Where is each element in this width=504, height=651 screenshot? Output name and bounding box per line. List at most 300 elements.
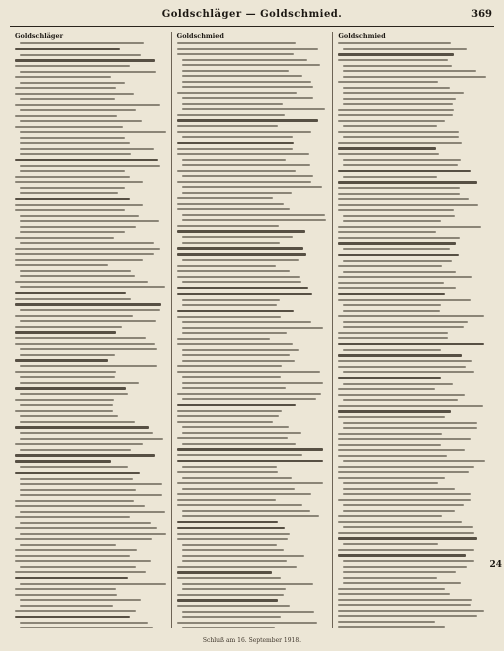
entry-text-line xyxy=(15,76,111,78)
entry-text-line xyxy=(20,376,115,378)
column-entry-lines xyxy=(338,42,489,628)
entry-text-line xyxy=(338,265,442,267)
entry-text-line xyxy=(338,287,456,289)
entry-text-line xyxy=(177,316,281,318)
entry-text-line xyxy=(182,426,289,428)
entry-text-line xyxy=(15,460,111,463)
entry-text-line xyxy=(177,265,276,267)
entry-text-line xyxy=(20,449,131,451)
entry-text-line xyxy=(20,54,141,56)
column-entry-lines xyxy=(15,42,166,628)
entry-text-line xyxy=(20,242,154,244)
entry-text-line xyxy=(182,219,327,221)
entry-text-line xyxy=(343,159,461,161)
entry-text-line xyxy=(343,103,453,105)
entry-text-line xyxy=(343,271,456,273)
entry-text-line xyxy=(182,59,307,61)
entry-text-line xyxy=(338,131,459,133)
entry-text-line xyxy=(182,515,319,517)
entry-text-line xyxy=(177,181,311,183)
entry-text-line xyxy=(182,164,310,166)
entry-text-line xyxy=(338,42,451,44)
entry-text-line xyxy=(182,360,295,362)
entry-text-line xyxy=(20,489,136,491)
entry-text-line xyxy=(20,231,125,233)
entry-text-line xyxy=(338,499,471,501)
entry-text-line xyxy=(343,321,468,323)
entry-text-line xyxy=(343,98,456,100)
entry-text-line xyxy=(338,477,445,479)
entry-text-line xyxy=(338,59,448,61)
entry-text-line xyxy=(182,510,310,512)
entry-text-line xyxy=(20,286,165,288)
entry-text-line xyxy=(15,387,126,390)
entry-text-line xyxy=(177,365,282,367)
entry-text-line xyxy=(338,554,466,557)
entry-text-line xyxy=(15,281,148,283)
entry-text-line xyxy=(15,181,143,183)
entry-text-line xyxy=(338,449,465,451)
entry-text-line xyxy=(182,349,300,351)
entry-text-line xyxy=(182,327,324,329)
entry-text-line xyxy=(182,214,325,216)
entry-text-line xyxy=(338,204,478,206)
entry-text-line xyxy=(15,87,116,89)
entry-text-line xyxy=(182,86,313,88)
entry-text-line xyxy=(20,109,136,111)
entry-text-line xyxy=(177,533,290,535)
entry-text-line xyxy=(15,198,130,201)
entry-text-line xyxy=(20,404,113,406)
entry-text-line xyxy=(343,304,441,306)
entry-text-line xyxy=(343,176,436,178)
entry-text-line xyxy=(338,231,436,233)
entry-text-line xyxy=(338,299,471,301)
entry-text-line xyxy=(182,192,292,194)
entry-text-line xyxy=(343,482,438,484)
entry-text-line xyxy=(20,275,135,277)
entry-text-line xyxy=(182,64,321,66)
entry-text-line xyxy=(20,226,136,228)
entry-text-line xyxy=(20,120,142,122)
entry-text-line xyxy=(20,432,153,434)
entry-text-line xyxy=(177,437,288,439)
entry-text-line xyxy=(15,248,160,250)
entry-text-line xyxy=(20,71,156,73)
entry-text-line xyxy=(338,343,484,346)
entry-text-line xyxy=(338,388,434,390)
entry-text-line xyxy=(338,599,472,601)
entry-text-line xyxy=(182,236,293,238)
directory-column-2 xyxy=(171,32,333,628)
entry-text-line xyxy=(338,142,462,144)
entry-text-line xyxy=(343,504,464,506)
entry-text-line xyxy=(338,276,472,278)
entry-text-line xyxy=(177,622,317,624)
entry-text-line xyxy=(182,175,313,177)
entry-text-line xyxy=(343,422,477,424)
entry-text-line xyxy=(15,610,136,612)
entry-text-line xyxy=(20,320,156,322)
entry-text-line xyxy=(15,343,155,345)
entry-text-line xyxy=(338,109,454,111)
entry-text-line xyxy=(177,276,301,278)
entry-text-line xyxy=(177,170,296,172)
entry-text-line xyxy=(20,42,144,44)
entry-text-line xyxy=(177,538,288,540)
entry-text-line xyxy=(15,399,114,401)
entry-text-line xyxy=(343,65,451,67)
entry-text-line xyxy=(182,382,324,384)
entry-text-line xyxy=(182,299,280,301)
entry-text-line xyxy=(20,627,153,628)
entry-text-line xyxy=(343,215,454,217)
entry-text-line xyxy=(177,448,323,451)
entry-text-line xyxy=(182,588,286,590)
entry-text-line xyxy=(338,549,474,551)
entry-text-line xyxy=(177,471,278,473)
entry-text-line xyxy=(338,377,440,380)
entry-text-line xyxy=(177,225,279,227)
entry-text-line xyxy=(177,119,319,122)
entry-text-line xyxy=(177,415,279,417)
entry-text-line xyxy=(177,594,284,596)
entry-text-line xyxy=(177,42,296,44)
entry-text-line xyxy=(343,526,473,528)
entry-text-line xyxy=(15,259,143,261)
entry-text-line xyxy=(20,131,166,133)
entry-text-line xyxy=(343,460,485,462)
entry-text-line xyxy=(177,571,272,574)
entry-text-line xyxy=(343,220,441,222)
entry-text-line xyxy=(182,354,290,356)
entry-text-line xyxy=(20,421,135,423)
entry-text-line xyxy=(182,75,303,77)
entry-text-line xyxy=(338,81,437,83)
entry-text-line xyxy=(15,560,151,562)
entry-text-line xyxy=(15,616,130,619)
column-heading: Goldschläger xyxy=(15,32,64,40)
entry-text-line xyxy=(338,532,474,534)
entry-text-line xyxy=(15,516,130,518)
entry-text-line xyxy=(338,366,466,368)
entry-text-line xyxy=(338,153,439,155)
entry-text-line xyxy=(343,399,458,401)
entry-text-line xyxy=(343,488,454,490)
entry-text-line xyxy=(182,544,277,546)
entry-text-line xyxy=(20,309,160,311)
entry-text-line xyxy=(338,466,474,468)
entry-text-line xyxy=(182,376,281,378)
entry-text-line xyxy=(177,404,296,407)
entry-text-line xyxy=(15,59,155,62)
entry-text-line xyxy=(338,394,465,396)
entry-text-line xyxy=(15,303,161,306)
entry-text-line xyxy=(177,53,295,55)
entry-text-line xyxy=(20,187,125,189)
entry-text-line xyxy=(20,438,163,440)
page-footer: Schluß am 16. September 1918. xyxy=(202,637,302,644)
entry-text-line xyxy=(20,494,162,496)
entry-text-line xyxy=(177,92,298,94)
entry-text-line xyxy=(343,136,459,138)
entry-text-line xyxy=(177,605,290,607)
entry-text-line xyxy=(177,599,278,602)
entry-text-line xyxy=(338,521,462,523)
entry-text-line xyxy=(15,588,116,590)
entry-text-line xyxy=(338,53,454,56)
directory-columns xyxy=(10,32,494,628)
entry-text-line xyxy=(177,270,290,272)
entry-text-line xyxy=(343,76,486,78)
entry-text-line xyxy=(343,349,441,351)
entry-text-line xyxy=(15,159,158,162)
entry-text-line xyxy=(15,264,108,266)
entry-text-line xyxy=(182,281,301,283)
entry-text-line xyxy=(338,237,460,239)
entry-text-line xyxy=(15,331,116,334)
entry-text-line xyxy=(177,293,313,296)
entry-text-line xyxy=(15,209,125,211)
entry-text-line xyxy=(15,571,146,573)
entry-text-line xyxy=(338,293,445,296)
entry-text-line xyxy=(338,537,477,540)
entry-text-line xyxy=(182,108,325,110)
entry-text-line xyxy=(177,504,302,506)
entry-text-line xyxy=(177,142,295,145)
entry-text-line xyxy=(343,310,439,312)
entry-text-line xyxy=(343,493,471,495)
entry-text-line xyxy=(343,260,451,262)
entry-text-line xyxy=(182,560,287,562)
entry-text-line xyxy=(338,410,451,413)
entry-text-line xyxy=(182,304,277,306)
entry-text-line xyxy=(182,332,287,334)
entry-text-line xyxy=(15,443,143,445)
entry-text-line xyxy=(338,354,462,357)
signature-mark: 24 xyxy=(489,560,502,570)
entry-text-line xyxy=(182,186,322,188)
entry-text-line xyxy=(20,566,136,568)
entry-text-line xyxy=(177,208,290,210)
entry-text-line xyxy=(15,93,134,95)
entry-text-line xyxy=(20,354,115,356)
entry-text-line xyxy=(15,104,160,106)
entry-text-line xyxy=(182,488,295,490)
entry-text-line xyxy=(15,298,131,300)
entry-text-line xyxy=(15,326,122,328)
entry-text-line xyxy=(338,120,445,122)
entry-text-line xyxy=(15,472,140,475)
entry-text-line xyxy=(177,310,295,313)
entry-text-line xyxy=(343,582,461,584)
entry-text-line xyxy=(15,359,108,362)
entry-text-line xyxy=(182,583,313,585)
entry-text-line xyxy=(343,125,436,127)
entry-text-line xyxy=(15,176,130,178)
entry-text-line xyxy=(177,493,311,495)
entry-text-line xyxy=(182,321,312,323)
entry-text-line xyxy=(343,326,464,328)
entry-text-line xyxy=(338,416,445,418)
entry-text-line xyxy=(343,87,450,89)
entry-text-line xyxy=(20,533,166,535)
entry-text-line xyxy=(343,543,438,545)
entry-text-line xyxy=(20,170,125,172)
entry-text-line xyxy=(15,237,114,239)
entry-text-line xyxy=(338,337,448,339)
entry-text-line xyxy=(182,70,289,72)
entry-text-line xyxy=(343,427,477,429)
entry-text-line xyxy=(20,511,165,513)
entry-text-line xyxy=(338,360,472,362)
entry-text-line xyxy=(177,566,298,568)
entry-text-line xyxy=(338,114,453,116)
entry-text-line xyxy=(338,198,469,200)
entry-text-line xyxy=(15,555,130,557)
entry-text-line xyxy=(20,365,157,367)
entry-text-line xyxy=(338,226,481,228)
entry-text-line xyxy=(20,82,125,84)
entry-text-line xyxy=(338,588,445,590)
entry-text-line xyxy=(343,560,474,562)
entry-text-line xyxy=(338,187,460,189)
entry-text-line xyxy=(15,426,149,429)
entry-text-line xyxy=(177,131,311,133)
entry-text-line xyxy=(20,137,125,139)
entry-text-line xyxy=(15,500,134,502)
entry-text-line xyxy=(177,125,278,127)
entry-text-line xyxy=(338,593,449,595)
entry-text-line xyxy=(343,48,467,50)
entry-text-line xyxy=(20,142,130,144)
entry-text-line xyxy=(20,478,133,480)
entry-text-line xyxy=(20,148,154,150)
entry-text-line xyxy=(343,92,464,94)
entry-text-line xyxy=(20,483,162,485)
entry-text-line xyxy=(177,371,320,373)
entry-text-line xyxy=(182,81,312,83)
entry-text-line xyxy=(177,499,276,501)
entry-text-line xyxy=(20,466,128,468)
entry-text-line xyxy=(15,337,146,339)
entry-text-line xyxy=(182,477,292,479)
entry-text-line xyxy=(15,253,154,255)
entry-text-line xyxy=(15,538,152,540)
entry-text-line xyxy=(20,98,115,100)
entry-text-line xyxy=(20,215,139,217)
entry-text-line xyxy=(338,170,471,173)
entry-text-line xyxy=(182,627,275,628)
entry-text-line xyxy=(20,165,160,167)
entry-text-line xyxy=(182,159,286,161)
entry-text-line xyxy=(15,549,137,551)
page-number: 369 xyxy=(471,9,492,20)
entry-text-line xyxy=(15,577,128,580)
entry-text-line xyxy=(20,605,113,607)
entry-text-line xyxy=(338,315,484,317)
entry-text-line xyxy=(338,209,454,211)
column-heading: Goldschmied xyxy=(338,32,386,40)
entry-text-line xyxy=(177,338,270,340)
entry-text-line xyxy=(20,583,166,585)
directory-column-3 xyxy=(332,32,494,628)
entry-text-line xyxy=(338,147,436,150)
entry-text-line xyxy=(343,383,453,385)
entry-text-line xyxy=(15,505,145,507)
entry-text-line xyxy=(338,615,477,617)
running-title: Goldschläger — Goldschmied. xyxy=(161,9,343,20)
entry-text-line xyxy=(177,148,293,150)
entry-text-line xyxy=(177,521,278,524)
entry-text-line xyxy=(343,510,454,512)
entry-text-line xyxy=(182,136,293,138)
entry-text-line xyxy=(177,230,305,233)
entry-text-line xyxy=(20,393,128,395)
entry-text-line xyxy=(338,242,456,245)
entry-text-line xyxy=(177,247,304,250)
entry-text-line xyxy=(338,471,469,473)
entry-text-line xyxy=(182,611,315,613)
entry-text-line xyxy=(182,466,277,468)
entry-text-line xyxy=(15,65,130,67)
entry-text-line xyxy=(20,382,139,384)
entry-text-line xyxy=(182,443,297,445)
entry-text-line xyxy=(177,460,323,463)
entry-text-line xyxy=(177,410,282,412)
entry-text-line xyxy=(338,515,442,517)
entry-text-line xyxy=(177,253,307,256)
entry-text-line xyxy=(15,126,123,128)
entry-text-line xyxy=(338,444,440,446)
entry-text-line xyxy=(338,433,442,435)
entry-text-line xyxy=(20,348,157,350)
entry-text-line xyxy=(338,621,434,623)
entry-text-line xyxy=(20,522,151,524)
entry-text-line xyxy=(177,393,322,395)
entry-text-line xyxy=(182,432,301,434)
entry-text-line xyxy=(182,549,284,551)
entry-text-line xyxy=(15,594,117,596)
entry-text-line xyxy=(177,527,285,530)
entry-text-line xyxy=(20,192,118,194)
entry-text-line xyxy=(338,332,448,334)
entry-text-line xyxy=(177,287,308,290)
entry-text-line xyxy=(15,454,155,457)
entry-text-line xyxy=(15,204,143,206)
entry-text-line xyxy=(338,455,446,457)
entry-text-line xyxy=(338,181,477,184)
entry-text-line xyxy=(20,544,116,546)
entry-text-line xyxy=(338,626,445,628)
entry-text-line xyxy=(182,97,313,99)
entry-text-line xyxy=(20,415,118,417)
entry-text-line xyxy=(20,270,131,272)
entry-text-line xyxy=(20,220,159,222)
column-entry-lines xyxy=(177,42,328,628)
entry-text-line xyxy=(177,482,323,484)
entry-text-line xyxy=(343,577,436,579)
entry-text-line xyxy=(338,193,460,195)
page-header xyxy=(10,8,494,27)
entry-text-line xyxy=(15,315,133,317)
entry-text-line xyxy=(177,48,319,50)
entry-text-line xyxy=(177,454,302,456)
entry-text-line xyxy=(338,282,443,284)
entry-text-line xyxy=(343,248,450,250)
entry-text-line xyxy=(182,103,283,105)
entry-text-line xyxy=(177,153,310,155)
